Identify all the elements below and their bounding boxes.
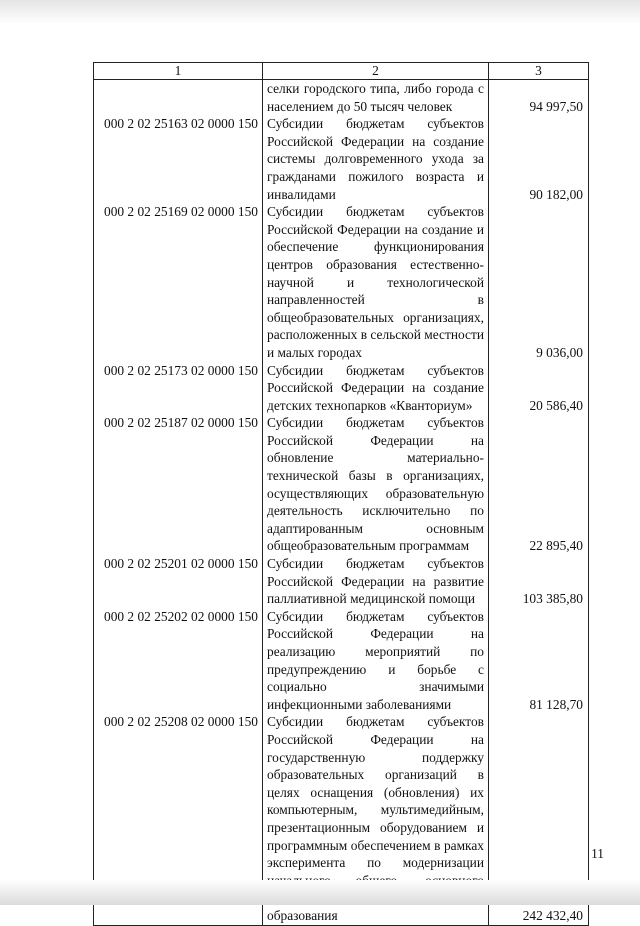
table-row [94,362,589,415]
subsidy-name: Субсидии бюджетам субъектов Российской Федерации на создание и обеспечение функционирования центров образования естественно-научной и технологической направленностей в общеобразовательных организациях, расположенных в сельской местности и малых городах [263,203,489,361]
subsidy-name: Субсидии бюджетам субъектов Российской Федерации на развитие паллиативной медицинской помощи [263,555,489,608]
table-row [94,414,589,555]
amount: 20 586,40 [489,362,589,415]
budget-code [94,80,263,116]
amount: 9 036,00 [489,203,589,361]
scan-shadow-top [0,0,640,24]
budget-code: 000 2 02 25169 02 0000 150 [94,203,263,361]
subsidy-name: Субсидии бюджетам субъектов Российской Федерации на создание детских технопарков «Кванториум» [263,362,489,415]
table-row [94,115,589,203]
table-row [94,203,589,361]
amount: 22 895,40 [489,414,589,555]
amount: 103 385,80 [489,555,589,608]
table-row [94,555,589,608]
budget-code: 000 2 02 25187 02 0000 150 [94,414,263,555]
subsidy-name: Субсидии бюджетам субъектов Российской Федерации на создание системы долговременного ухода за гражданами пожилого возраста и инвалидами [263,115,489,203]
table-header-row [94,63,589,80]
subsidy-name: селки городского типа, либо города с населением до 50 тысяч человек [263,80,489,116]
budget-code: 000 2 02 25202 02 0000 150 [94,608,263,714]
amount: 81 128,70 [489,608,589,714]
subsidy-name: Субсидии бюджетам субъектов Российской Федерации на реализацию мероприятий по предупреждению и борьбе с социально значимыми инфекционными заболеваниями [263,608,489,714]
subsidy-name: Субсидии бюджетам субъектов Российской Федерации на государственную поддержку образовательных организаций в целях оснащения (обновления) их компьютерным, мультимедийным, презентационным оборудованием и программным обеспечением в рамках эксперимента по модернизации образования [263,713,489,925]
column-header-3: 3 [489,63,589,80]
amount: 94 997,50 [489,80,589,116]
column-header-2: 2 [263,63,489,80]
budget-code: 000 2 02 25173 02 0000 150 [94,362,263,415]
page-number: 11 [591,846,604,861]
budget-code: 000 2 02 25163 02 0000 150 [94,115,263,203]
amount: 90 182,00 [489,115,589,203]
budget-code: 000 2 02 25201 02 0000 150 [94,555,263,608]
subsidy-name: Субсидии бюджетам субъектов Российской Федерации на обновление материально-технической базы в организациях, осуществляющих образовательную деятельность исключительно по адаптированным основным общеобразовательным программам [263,414,489,555]
amount: 242 432,40 [489,713,589,925]
budget-table [93,62,589,926]
table-row [94,80,589,116]
scan-shadow-bottom [0,880,640,905]
table-row [94,608,589,714]
budget-code: 000 2 02 25208 02 0000 150 [94,713,263,925]
column-header-1: 1 [94,63,263,80]
